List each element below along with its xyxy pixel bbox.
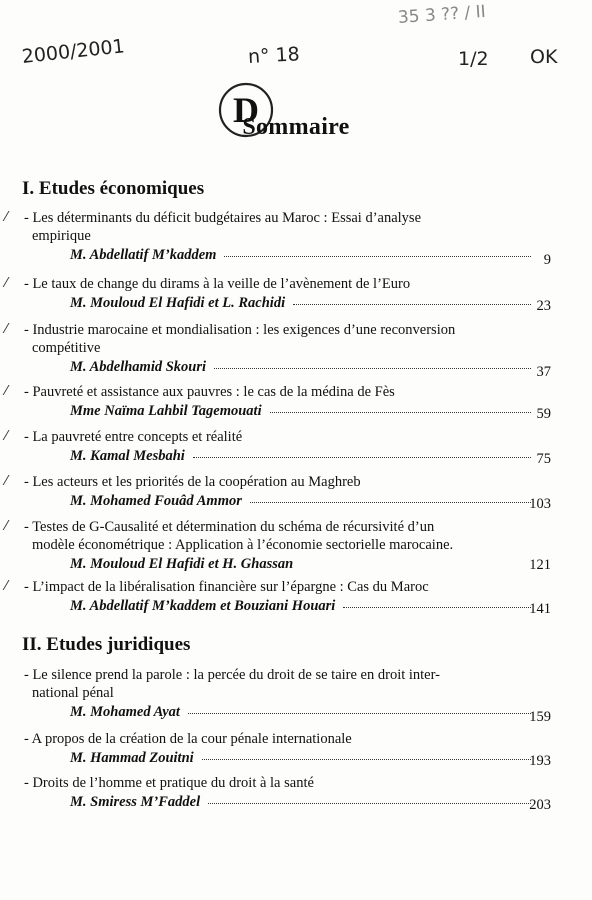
entry-author: M. Smiress M’Faddel (70, 794, 201, 810)
toc-entry (14, 730, 551, 769)
toc-entry (5, 275, 551, 314)
entry-author: M. Mouloud El Hafidi et H. Ghassan (70, 556, 294, 572)
leader-dots (188, 701, 531, 714)
handwritten-year: 2000/2001 (20, 35, 126, 68)
check-mark-icon: ⁄ (5, 384, 8, 399)
entry-title: - L’impact de la libéralisation financière sur l’épargne : Cas du Maroc (24, 579, 429, 595)
toc-entry (5, 209, 551, 268)
toc-entry (5, 518, 551, 573)
entry-author: Mme Naïma Lahbil Tagemouati (70, 403, 262, 419)
entry-title: - Le taux de change du dirams à la veille de l’avènement de l’Euro (24, 276, 411, 292)
entry-page-number: 159 (529, 709, 551, 725)
svg-text:D: D (233, 90, 259, 130)
entry-page-number: 23 (536, 298, 551, 314)
entry-author: M. Abdellatif M’kaddem et Bouziani Houari (70, 598, 336, 614)
leader-dots (202, 747, 531, 760)
entry-author: M. Hammad Zouitni (70, 750, 194, 766)
entry-page-number: 37 (536, 364, 551, 380)
entry-title: - Pauvreté et assistance aux pauvres : le cas de la médina de Fès (24, 384, 395, 400)
entry-page-number: 103 (529, 496, 551, 512)
handwritten-number: n° 18 (247, 43, 301, 68)
check-mark-icon: ⁄ (5, 519, 8, 534)
check-mark-icon: ⁄ (5, 579, 8, 594)
entry-title: - Industrie marocaine et mondialisation : les exigences d’une reconversion (24, 322, 456, 338)
entry-page-number: 121 (529, 557, 551, 573)
toc-entry (5, 383, 551, 422)
check-mark-icon: ⁄ (5, 474, 8, 489)
entry-author: M. Kamal Mesbahi (70, 448, 185, 464)
entry-page-number: 59 (536, 406, 551, 422)
entry-author: M. Abdelhamid Skouri (70, 359, 207, 375)
entry-page-number: 9 (543, 252, 551, 268)
handwritten-ok: OK (530, 46, 558, 68)
entry-title: - La pauvreté entre concepts et réalité (24, 429, 243, 445)
toc-entry (5, 321, 551, 380)
leader-dots (214, 356, 531, 369)
toc-entry (14, 666, 551, 725)
entry-title: - Le silence prend la parole : la percée du droit de se taire en droit inter- (24, 667, 440, 683)
entry-author: M. Mouloud El Hafidi et L. Rachidi (70, 295, 286, 311)
leader-dots (208, 791, 531, 804)
section-title-economiques: I. Etudes économiques (22, 178, 205, 199)
handwritten-fraction: 1/2 (458, 48, 489, 70)
entry-author: M. Abdellatif M’kaddem (70, 247, 217, 263)
section-title-juridiques: II. Etudes juridiques (22, 634, 191, 655)
leader-dots (224, 244, 531, 257)
entry-title-continued: empirique (32, 228, 91, 244)
page-title: Sommaire (242, 114, 350, 140)
leader-dots (343, 595, 531, 608)
check-mark-icon: ⁄ (5, 276, 8, 291)
check-mark-icon: ⁄ (5, 322, 8, 337)
entry-title-continued: modèle économétrique : Application à l’économie sectorielle marocaine. (32, 537, 454, 553)
toc-entry (5, 473, 551, 512)
entry-title: - Les déterminants du déficit budgétaires au Maroc : Essai d’analyse (24, 210, 422, 226)
entry-page-number: 75 (536, 451, 551, 467)
entry-author: M. Mohamed Ayat (70, 704, 180, 720)
entry-title-continued: national pénal (32, 685, 114, 701)
leader-dots (293, 292, 531, 305)
entry-title: - Droits de l’homme et pratique du droit à la santé (24, 775, 314, 791)
entry-title: - Testes de G-Causalité et détermination du schéma de récursivité d’un (24, 519, 435, 535)
leader-dots (193, 445, 531, 458)
handwritten-faint-reference: 35 3 ?? / II (397, 1, 487, 28)
toc-entry (5, 578, 551, 617)
check-mark-icon: ⁄ (5, 210, 8, 225)
entry-page-number: 203 (529, 797, 551, 813)
toc-entry (14, 774, 551, 813)
check-mark-icon: ⁄ (5, 429, 8, 444)
entry-page-number: 141 (529, 601, 551, 617)
entry-title-continued: compétitive (32, 340, 101, 356)
leader-dots (270, 400, 531, 413)
toc-entry (5, 428, 551, 467)
entry-title: - Les acteurs et les priorités de la coopération au Maghreb (24, 474, 361, 490)
leader-dots (250, 490, 531, 503)
entry-title: - A propos de la création de la cour pénale internationale (24, 731, 352, 747)
entry-page-number: 193 (529, 753, 551, 769)
entry-author: M. Mohamed Fouâd Ammor (70, 493, 242, 509)
